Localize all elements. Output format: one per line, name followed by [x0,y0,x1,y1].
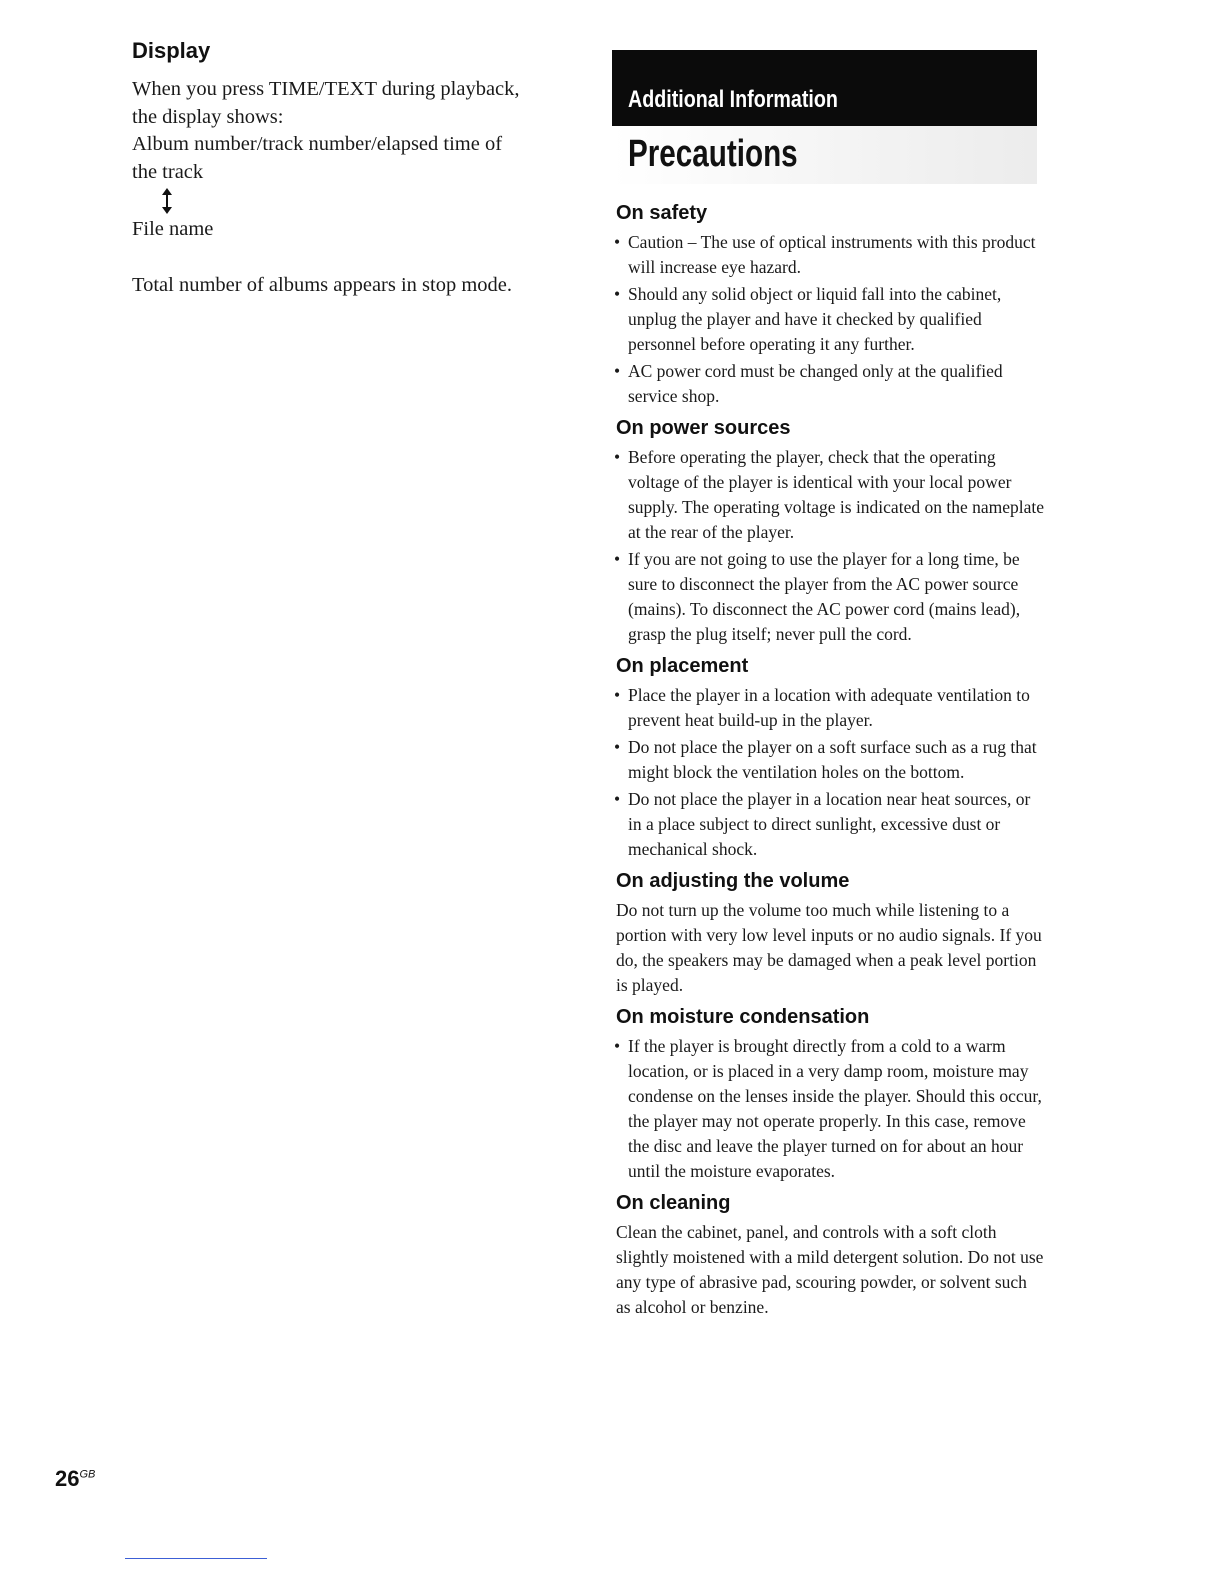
display-body [132,76,572,299]
section-banner [612,50,1037,126]
display-line: the track [132,160,204,183]
section-heading: On cleaning [616,1192,731,1214]
banner-label: Additional Information [628,86,838,113]
file-name-line: File name [132,218,214,240]
footer-rule [125,1558,267,1559]
page-number [55,1466,95,1492]
section-heading: On power sources [616,417,791,439]
total-albums-line: Total number of albums appears in stop mode. [132,273,513,296]
section-placement [614,653,1044,862]
bullet-list [614,445,1044,647]
page-title: Precautions [628,133,798,175]
section-volume [614,868,1044,998]
section-power [614,415,1044,647]
list-item: • If you are not going to use the player for a long time, be sure to disconnect the player from the AC power source (mains). To disconnect the AC power cord (mains lead), grasp the plug itself; never pull the cord. [614,547,1044,647]
display-section [132,38,572,299]
list-item: • Caution – The use of optical instruments with this product will increase eye hazard. [614,230,1044,280]
display-line: Album number/track number/elapsed time of [132,133,503,155]
list-item: • Do not place the player on a soft surface such as a rug that might block the ventilation holes on the bottom. [614,735,1044,785]
section-heading: On safety [616,202,708,224]
up-down-arrow-icon [160,188,174,214]
title-band [612,126,1037,184]
list-item: • If the player is brought directly from a cold to a warm location, or is placed in a very damp room, moisture may condense on the lenses inside the player. Should this occur, the player may not operate properly. In this case, remove the disc and leave the player turned on for about an hour until the moisture evaporates. [614,1034,1044,1184]
display-line: the display shows: [132,105,284,128]
section-moisture [614,1004,1044,1184]
list-item: • Place the player in a location with adequate ventilation to prevent heat build-up in the player. [614,683,1044,733]
section-text: Do not turn up the volume too much while listening to a portion with very low level inputs or no audio signals. If you do, the speakers may be damaged when a peak level portion is played. [616,900,1042,995]
bullet-list [614,230,1044,409]
bullet-list [614,1034,1044,1184]
list-item: • Should any solid object or liquid fall into the cabinet, unplug the player and have it checked by qualified personnel before operating it any further. [614,282,1044,357]
page-number-value: 26 [55,1466,80,1491]
section-heading: On moisture condensation [616,1006,870,1028]
display-heading: Display [132,38,211,63]
page-number-suffix: GB [79,1468,96,1481]
bullet-list [614,683,1044,862]
section-text: Clean the cabinet, panel, and controls with a soft cloth slightly moistened with a mild detergent solution. Do not use any type of abrasive pad, scouring powder, or solvent such as alcohol or benzine. [616,1222,1044,1317]
list-item: • Before operating the player, check that the operating voltage of the player is identical with your local power supply. The operating voltage is indicated on the nameplate at the rear of the player. [614,445,1044,545]
precautions-content [614,200,1044,1326]
section-safety [614,200,1044,409]
arrow-row [132,186,572,216]
list-item: • Do not place the player in a location near heat sources, or in a place subject to direct sunlight, excessive dust or mechanical shock. [614,787,1044,862]
list-item: • AC power cord must be changed only at the qualified service shop. [614,359,1044,409]
section-cleaning [614,1190,1044,1320]
section-heading: On adjusting the volume [616,870,850,892]
section-heading: On placement [616,655,749,677]
display-line: When you press TIME/TEXT during playback, [132,78,520,100]
